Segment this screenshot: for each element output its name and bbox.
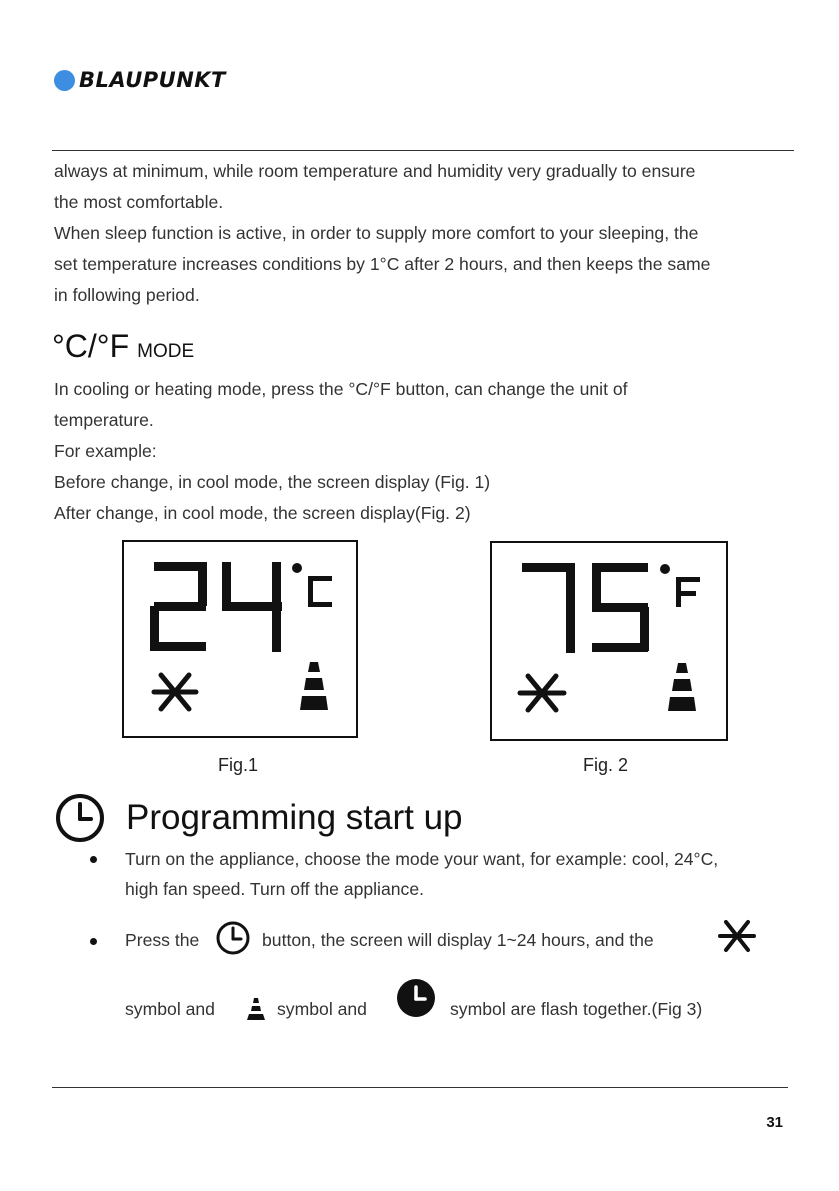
footer-divider (52, 1087, 788, 1088)
brand-logo (54, 68, 226, 92)
bullet-2-text-1: Press the (125, 930, 200, 950)
page-number: 31 (766, 1114, 783, 1131)
unit-c-symbol (308, 576, 332, 607)
unit-f-symbol (676, 577, 700, 607)
programming-heading (54, 792, 463, 844)
intro-line: always at minimum, while room temperature and humidity very gradually to ensure (54, 161, 696, 181)
logo-dot-icon (54, 70, 75, 91)
bullet-2-text-4: symbol and (277, 999, 367, 1019)
programming-title: Programming start up (126, 798, 463, 837)
digit-2 (150, 562, 207, 651)
unit-mode-paragraph (54, 374, 794, 529)
bullet-1-line: Turn on the appliance, choose the mode your want, for example: cool, 24°C, (125, 849, 719, 869)
unit-line: After change, in cool mode, the screen display(Fig. 2) (54, 503, 471, 523)
bullet-1-line: high fan speed. Turn off the appliance. (125, 879, 424, 899)
lcd-display-svg (492, 543, 726, 739)
fan-speed-icon (668, 663, 696, 711)
unit-mode-heading (52, 328, 194, 365)
bullet-2-text-5: symbol are flash together.(Fig 3) (450, 999, 703, 1019)
unit-line: temperature. (54, 410, 154, 430)
snowflake-icon (717, 918, 757, 954)
unit-mode-subtitle: MODE (137, 341, 195, 362)
digit-7 (522, 563, 575, 653)
bullet-icon (90, 856, 97, 863)
unit-line: For example: (54, 441, 157, 461)
snowflake-icon (154, 675, 196, 709)
timer-filled-icon (396, 978, 436, 1018)
unit-line: In cooling or heating mode, press the °C/°F button, can change the unit of (54, 379, 628, 399)
intro-line: in following period. (54, 285, 200, 305)
intro-line: the most comfortable. (54, 192, 224, 212)
bullet-icon (90, 938, 97, 945)
figure-2-caption: Fig. 2 (583, 755, 629, 775)
figure-1-display (122, 540, 358, 738)
brand-name: BLAUPUNKT (79, 68, 226, 92)
clock-icon (54, 792, 106, 844)
unit-mode-title: °C/°F (52, 328, 130, 364)
digit-4 (222, 562, 282, 652)
clock-icon (215, 920, 251, 956)
intro-paragraph (54, 156, 794, 311)
degree-symbol-icon (660, 564, 670, 574)
header-divider (52, 150, 794, 151)
bullet-1 (125, 844, 795, 904)
fan-speed-icon (245, 998, 267, 1020)
figure-1-caption: Fig.1 (218, 755, 259, 775)
intro-line: set temperature increases conditions by 1°C after 2 hours, and then keeps the same (54, 254, 711, 274)
snowflake-icon (520, 676, 564, 710)
unit-line: Before change, in cool mode, the screen display (Fig. 1) (54, 472, 491, 492)
bullet-2-text-2: button, the screen will display 1~24 hours, and the (262, 930, 654, 950)
figure-2-display (490, 541, 728, 741)
digit-5 (592, 563, 649, 652)
bullet-2-text-3: symbol and (125, 999, 215, 1019)
degree-symbol-icon (292, 563, 302, 573)
fan-speed-icon (300, 662, 328, 710)
lcd-display-svg (124, 542, 356, 736)
intro-line: When sleep function is active, in order to supply more comfort to your sleeping, the (54, 223, 699, 243)
